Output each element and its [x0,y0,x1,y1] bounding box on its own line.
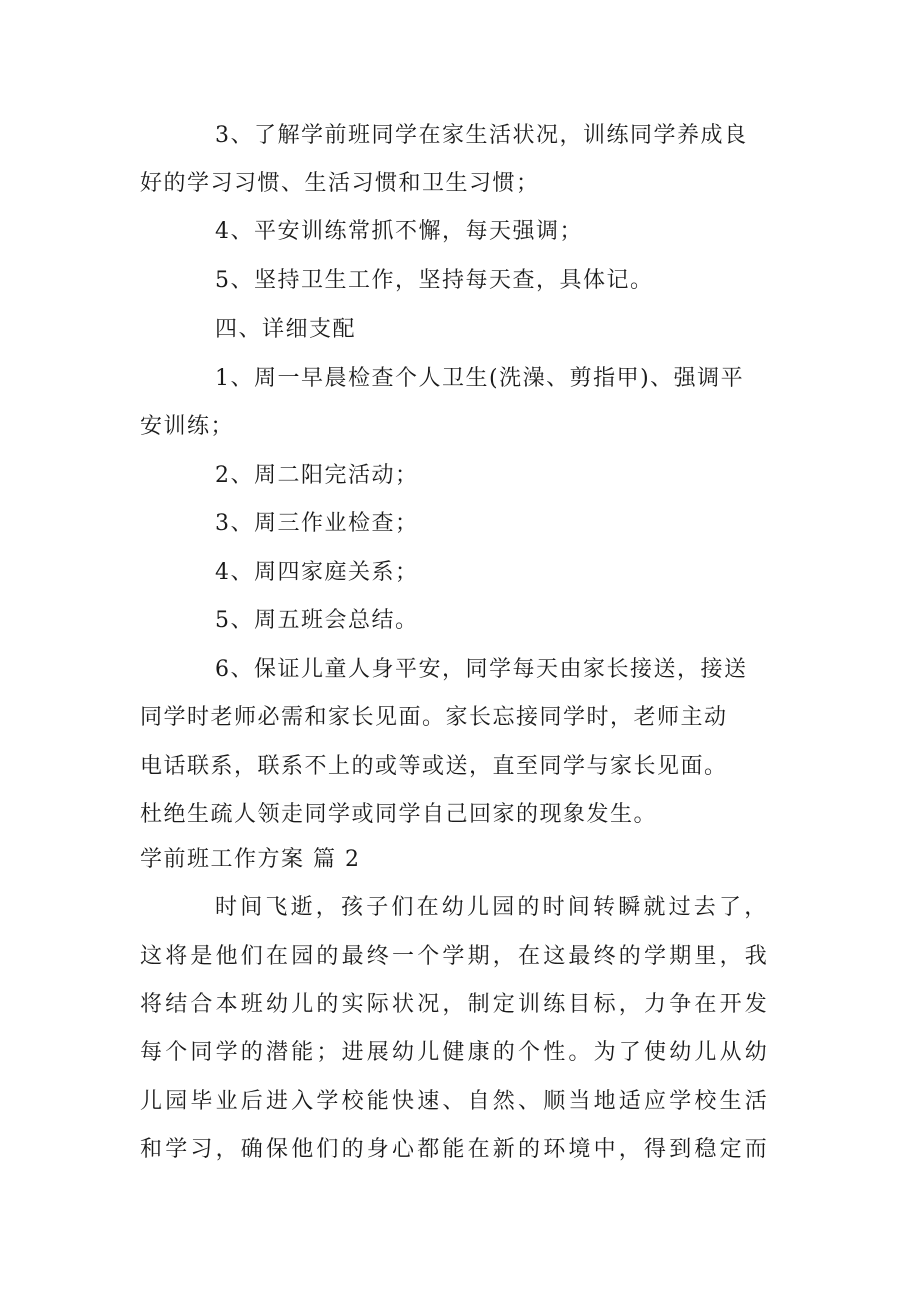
paragraph-line: 将结合本班幼儿的实际状况，制定训练目标，力争在开发 [140,992,771,1017]
paragraph-line: 6、保证儿童人身平安，同学每天由家长接送，接送 [215,657,748,682]
paragraph-line: 4、平安训练常抓不懈，每天强调； [215,219,583,244]
paragraph-line: 5、周五班会总结。 [215,608,419,633]
section-heading: 四、详细支配 [215,317,357,342]
paragraph-line: 杜绝生疏人领走同学或同学自己回家的现象发生。 [140,802,658,827]
paragraph-line: 同学时老师必需和家长见面。家长忘接同学时，老师主动 [140,705,728,730]
paragraph-line: 2、周二阳完活动； [215,463,419,488]
paragraph-line: 时间飞逝，孩子们在幼儿园的时间转瞬就过去了， [215,895,770,920]
paragraph-line: 5、坚持卫生工作，坚持每天查，具体记。 [215,268,654,293]
paragraph-line: 1、周一早晨检查个人卫生(洗澡、剪指甲)、强调平 [215,366,745,391]
paragraph-line: 3、了解学前班同学在家生活状况，训练同学养成良 [215,123,748,148]
document-subtitle: 学前班工作方案 篇 2 [140,847,361,872]
paragraph-line: 电话联系，联系不上的或等或送，直至同学与家长见面。 [140,754,728,779]
paragraph-line: 每个同学的潜能；进展幼儿健康的个性。为了使幼儿从幼 [140,1040,771,1065]
paragraph-line: 这将是他们在园的最终一个学期，在这最终的学期里，我 [140,944,771,969]
paragraph-line: 和学习，确保他们的身心都能在新的环境中，得到稳定而 [140,1137,771,1162]
paragraph-line: 安训练； [140,414,235,439]
paragraph-line: 儿园毕业后进入学校能快速、自然、顺当地适应学校生活 [140,1089,771,1114]
paragraph-line: 好的学习习惯、生活习惯和卫生习惯； [140,171,540,196]
paragraph-line: 4、周四家庭关系； [215,560,419,585]
paragraph-line: 3、周三作业检查； [215,511,419,536]
